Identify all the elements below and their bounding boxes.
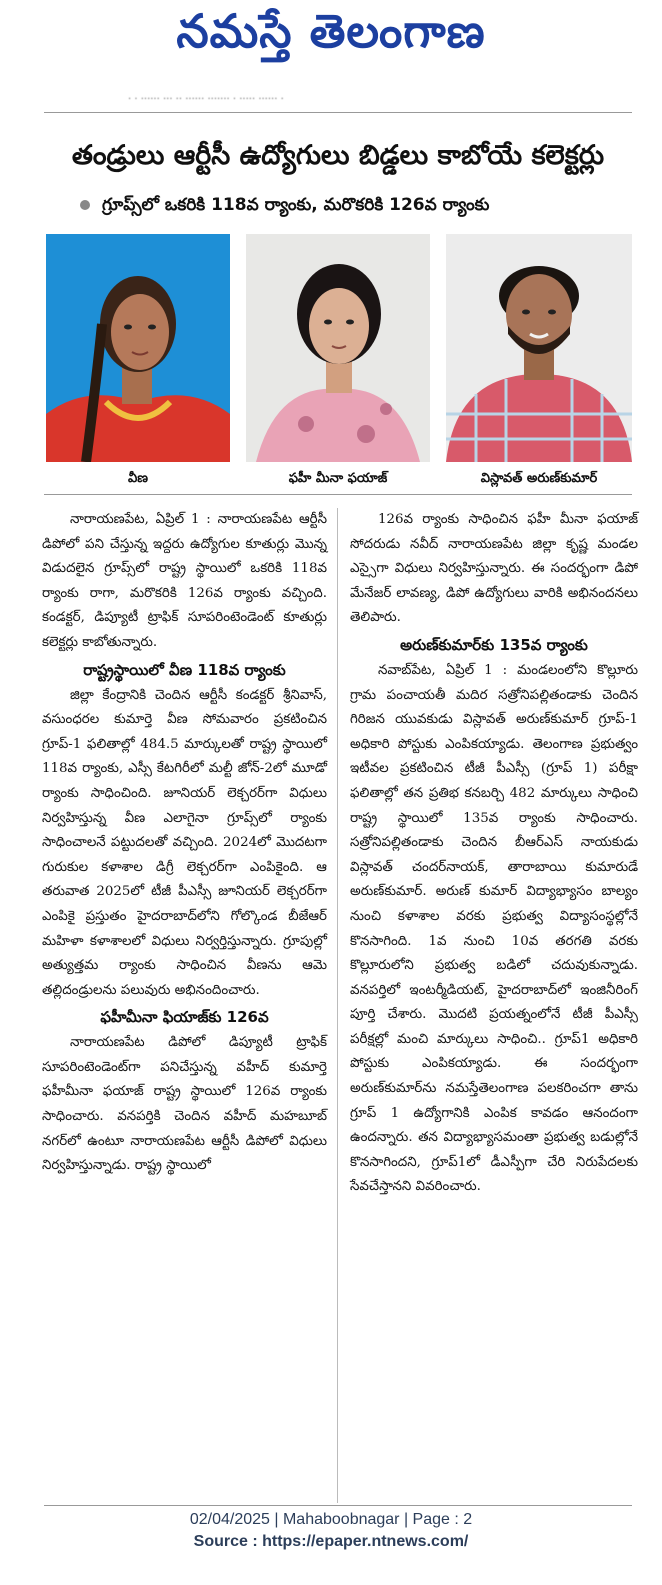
photo-fahi-meena — [246, 234, 430, 462]
section-heading: రాష్ట్రస్థాయిలో వీణ 118వ ర్యాంకు — [83, 660, 286, 679]
caption-veena: వీణ — [128, 471, 148, 486]
article-subhead — [80, 195, 640, 219]
bullet-icon — [80, 200, 90, 210]
article-headline: తండ్రులు ఆర్టీసీ ఉద్యోగులు బిడ్డలు కాబోయే కలెక్టర్లు — [71, 140, 605, 171]
photo-arun-kumar — [446, 234, 632, 462]
paragraph: నారాయణపేట డిపోలో డిప్యూటీ ట్రాఫిక్ సూపరింటెండెంట్‌గా పనిచేస్తున్న వహీద్ కుమార్తె ఫహీమీనా ఫయాజ్ రాష్ట్ర స్థాయిలో 126వ ర్యాంకు సాధించారు. వనపర్తికి చెందిన వహీద్ మహబూబ్ నగర్‌లో ఉంటూ నారాయణపేట ఆర్టీసీ డిపోలో విధులు నిర్వహిస్తున్నాడు. రాష్ట్ర స్థాయిలో — [42, 1035, 327, 1174]
subhead-text: గ్రూప్స్‌లో ఒకరికి 118వ ర్యాంకు, మరొకరికి 126వ ర్యాంకు — [102, 195, 490, 215]
caption-rule — [44, 494, 632, 495]
article-column-left — [42, 508, 327, 1508]
masthead — [0, 0, 662, 92]
section-heading: ఫహీమీనా ఫియాజ్‌కు 126వ — [100, 1008, 269, 1027]
paragraph: నారాయణపేట, ఏప్రిల్ 1 : నారాయణపేట ఆర్టీసీ డిపోలో పని చేస్తున్న ఇద్దరు ఉద్యోగుల కూతుర్లు మొన్న విడుదలైన గ్రూప్స్‌లో రాష్ట్ర స్థాయిలో ఒకరికి 118వ ర్యాంకు రాగా, మరొకరికి 126వ ర్యాంకు వచ్చింది. కండక్టర్, డిప్యూటీ ట్రాఫిక్ సూపరింటెండెంట్ కూతుర్లు కలెక్టర్లు కాబోతున్నారు. — [42, 512, 327, 650]
photo-veena — [46, 234, 230, 462]
section-heading: అరుణ్‌కుమార్‌కు 135వ ర్యాంకు — [400, 635, 588, 654]
dateline: · · ······ ··· ·· ······ ······· · ····· ······ · — [128, 94, 284, 105]
paragraph: నవాబ్‌పేట, ఏప్రిల్ 1 : మండలంలోని కొల్లూరు గ్రామ పంచాయతీ మదిర సత్రోనిపల్లితండాకు చెందిన గిరిజన యువకుడు విస్లావత్ అరుణ్‌కుమార్ గ్రూప్-1 అధికారి పోస్టుకు ఎంపికయ్యాడు. తెలంగాణ ప్రభుత్వం ఇటీవల ప్రకటించిన టీజీ పీఎస్సీ (గ్రూప్ 1) పరీక్షా ఫలితాల్లో తన ప్రతిభ కనబర్చి 482 మార్కులు సాధించి రాష్ట్ర స్థాయిలో 135వ ర్యాంకు సాధించారు. సత్రోనిపల్లితండాకు చెందిన బీఆర్ఎస్ నాయకుడు విస్లావత్ చందర్‌నాయక్, తారాబాయి కుమారుడే అరుణ్‌కుమార్. అరుణ్ కుమార్ విద్యాభ్యాసం బాల్యం నుంచి కళాశాల వరకు ప్రభుత్వ విద్యాసంస్థల్లోనే కొనసాగింది. 1వ నుంచి 10వ తరగతి వరకు కొల్లూరులోని ప్రభుత్వ బడిలో చదువుకున్నాడు. వనపర్తిలో ఇంటర్మీడియట్, హైదరాబాద్‌లో ఇంజినీరింగ్ పూర్తి చేశారు. మొదటి ప్రయత్నంలోనే టీజీ పీఎస్సీ పరీక్షల్లో మంచి మార్కులు సాధించి.. గ్రూప్1 అధికారి పోస్టుకు ఎంపికయ్యాడు. ఈ సందర్భంగా అరుణ్‌కుమార్‌ను నమస్తేతెలంగాణ పలకరించగా తాను గ్రూప్ 1 ఉద్యోగానికి ఎంపిక కావడం ఆనందంగా ఉందన్నారు. తన విద్యాభ్యాసమంతా ప్రభుత్వ బడుల్లోనే కొనసాగిందని, గ్రూప్1లో డీఎస్పీగా చేరి నిరుపేదలకు సేవచేస్తానని వివరించారు. — [350, 662, 638, 1195]
paragraph: 126వ ర్యాంకు సాధించిన ఫహీ మీనా ఫయాజ్ సోదరుడు నవీద్ నారాయణపేట జిల్లా కృష్ణ మండల ఎస్సైగా విధులు నిర్వహిస్తున్నారు. ఈ సందర్భంగా డిపో మేనేజర్ లావణ్య, డిపో ఉద్యోగులు వారికి అభినందనలు తెలిపారు. — [350, 512, 638, 626]
paragraph: జిల్లా కేంద్రానికి చెందిన ఆర్టీసీ కండక్టర్ శ్రీనివాస్, వసుంధరల కుమార్తె వీణ సోమవారం ప్రకటించిన గ్రూప్-1 ఫలితాల్లో 484.5 మార్కులతో రాష్ట్ర స్థాయిలో 118వ ర్యాంకు, ఎస్సీ కేటగిరీలో మల్టీ జోన్-2లో మూడో ర్యాంకు సాధించింది. జూనియర్ లెక్చరర్‌గా విధులు నిర్వహిస్తున్న వీణ ఎలాగైనా గ్రూప్స్‌లో ర్యాంకు సాధించాలనే పట్టుదలతో వచ్చింది. 2024లో మొదటగా గురుకుల కళాశాల డిగ్రీ లెక్చరర్‌గా ఎంపికైంది. ఆ తరువాత 2025లో టీజీ పీఎస్సీ జూనియర్ లెక్చరర్‌గా ఎంపికై ప్రస్తుతం హైదరాబాద్‌లోని గోల్కొండ బీజేఆర్ మహిళా కళాశాలలో విధులు నిర్వర్తిస్తున్నారు. గ్రూపుల్లో అత్యుత్తమ ర్యాంకు సాధించిన వీణను ఆమె తల్లిదండ్రులను పలువురు అభినందించారు. — [42, 687, 327, 998]
masthead-rule — [44, 112, 632, 113]
footer-source: Source : https://epaper.ntnews.com/ — [193, 1533, 469, 1550]
footer-edition-info: 02/04/2025 | Mahaboobnagar | Page : 2 — [189, 1511, 473, 1528]
caption-fahi-meena: ఫహీ మీనా ఫయాజ్ — [288, 471, 388, 486]
article-column-right — [350, 508, 638, 1508]
bottom-rule — [44, 1505, 632, 1506]
masthead-title: నమస్తే తెలంగాణ — [176, 4, 486, 58]
column-divider — [337, 508, 338, 1503]
caption-arun-kumar: విస్లావత్ అరుణ్‌కుమార్ — [480, 471, 598, 486]
